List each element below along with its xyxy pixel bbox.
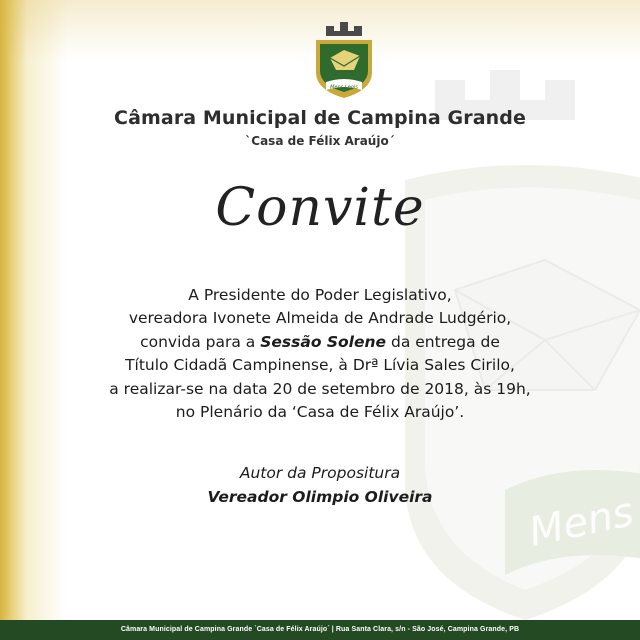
institution-subtitle: `Casa de Félix Araújo´	[245, 134, 395, 148]
coat-of-arms-icon	[312, 20, 376, 104]
body-line-6: no Plenário da ‘Casa de Félix Araújo’.	[175, 403, 465, 422]
author-label: Autor da Propositura	[239, 464, 401, 482]
invitation-heading: Convite	[215, 178, 425, 238]
body-line-3-start: convida para a	[140, 332, 261, 351]
invitation-body	[0, 284, 640, 424]
body-line-3	[0, 331, 640, 354]
body-line-2: vereadora Ivonete Almeida de Andrade Ludgério,	[128, 309, 512, 328]
watermark-motto: Mens	[525, 489, 638, 556]
author-name: Vereador Olimpio Oliveira	[207, 488, 433, 506]
footer-bar	[0, 620, 640, 640]
body-line-1: A Presidente do Poder Legislativo,	[188, 286, 452, 304]
crest-motto: Mens Legis	[330, 84, 358, 91]
session-emphasis: Sessão Solene	[260, 332, 387, 351]
body-line-3-end: da entrega de	[386, 332, 500, 351]
footer-address: Câmara Municipal de Campina Grande `Casa de Félix Araújo´ | Rua Santa Clara, s/n - São José, Campina Grande, PB	[120, 626, 520, 633]
body-line-4: Título Cidadã Campinense, à Drª Lívia Sales Cirilo,	[125, 356, 515, 375]
body-line-5: a realizar-se na data 20 de setembro de 2018, às 19h,	[109, 379, 531, 398]
institution-title: Câmara Municipal de Campina Grande	[114, 107, 526, 129]
